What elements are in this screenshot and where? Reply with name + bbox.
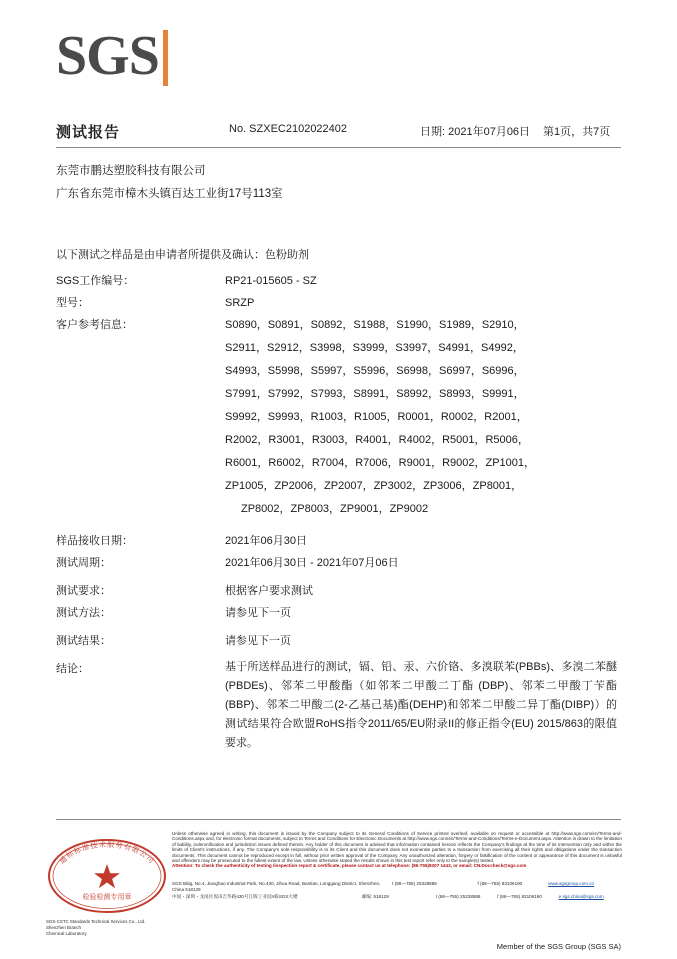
client-ref-line: S4993，S5998，S5997，S5996，S6998，S6997，S6996， — [225, 365, 525, 377]
footer-email-link[interactable]: e sgs.china@sgs.com — [558, 893, 604, 899]
footer-brand-line-1: SGS-CSTC Standards Technical Services Co., Ltd. — [46, 919, 146, 924]
field-model — [56, 292, 621, 314]
footer-brand-block — [46, 919, 176, 937]
footer-address-en: SGS Bldg, No.4, Jianghao Industrial Park, No.430, Jihua Road, Bantian, Longgang District, Shenzhen, China 518129 — [172, 881, 381, 893]
company-name: 东莞市鹏达塑胶科技有限公司 — [56, 165, 206, 177]
client-ref-line: S0890，S0891，S0892，S1988，S1990，S1989，S2910， — [225, 319, 525, 331]
title-divider — [56, 147, 621, 148]
report-fields — [56, 270, 621, 753]
field-label-test-method: 测试方法： — [56, 607, 111, 619]
field-value-test-request: 根据客户要求测试 — [225, 585, 313, 597]
client-ref-line: ZP8002，ZP8003，ZP9001，ZP9002 — [241, 503, 429, 515]
field-test-method — [56, 602, 621, 624]
field-value-job-no: RP21-015605 - SZ — [225, 275, 317, 287]
footer-brand-line-3: Chemical Laboratory — [46, 931, 87, 936]
client-ref-list — [225, 314, 621, 521]
field-value-model: SRZP — [225, 297, 255, 309]
footer-fax-cn: f (86—755) 83106190 — [497, 893, 542, 899]
field-test-request — [56, 580, 621, 602]
field-label-client-ref: 客户参考信息： — [56, 319, 133, 331]
field-value-test-result: 请参见下一页 — [225, 635, 291, 647]
footer-attention-text: Attention: To check the authenticity of testing /inspection report & certificate, please contact us at telephone: (86-755)8307 1443, or email: CN.Doccheck@sgs.com — [172, 863, 527, 869]
report-date: 日期: 2021年07月06日 — [420, 126, 531, 138]
client-ref-line: S2911，S2912，S3998，S3999，S3997，S4991，S4992， — [225, 342, 524, 354]
company-stamp-icon — [46, 837, 168, 915]
field-test-result — [56, 630, 621, 652]
field-label-test-result: 测试结果： — [56, 635, 111, 647]
footer-legal-text — [172, 831, 622, 869]
footer-brand-line-2: Shenzhen Branch — [46, 925, 81, 930]
footer-phone-cn: t (86—755) 25328888 — [435, 893, 481, 899]
field-value-conclusion: 基于所送样品进行的测试，镉、铅、汞、六价铬、多溴联苯(PBBs)、多溴二苯醚(PBDEs)、邻苯二甲酸酯（如邻苯二甲酸二丁酯 (DBP)、邻苯二甲酸丁苄酯(BBP)、邻苯二甲酸二(2-乙基己基)酯(DEHP)和邻苯二甲酸二异丁酯(DIBP)）的测试结果符合欧盟RoHS指令2011/65/EU附录II的修正指令(EU) 2015/863的限值要求。 — [225, 661, 617, 749]
client-ref-line: R6001，R6002，R7004，R7006，R9001，R9002，ZP1001， — [225, 457, 536, 469]
footer-address-block — [172, 881, 622, 900]
footer-phone-en: t (86—755) 25328888 — [392, 881, 437, 886]
footer-address-row — [172, 881, 622, 894]
field-label-sample-received: 样品接收日期： — [56, 535, 133, 547]
report-footer — [0, 819, 677, 959]
field-label-test-period: 测试周期： — [56, 557, 111, 569]
footer-address-cn: 中国・深圳・龙岗区坂田吉华路430号江晖工业园4栋SGS大楼 — [172, 893, 298, 899]
svg-text:通标标准技术服务有限公司: 通标标准技术服务有限公司 — [57, 839, 157, 866]
field-label-conclusion: 结论： — [56, 663, 89, 675]
company-address: 广东省东莞市樟木头镇百达工业街17号113室 — [56, 188, 283, 200]
report-title-row — [56, 119, 621, 145]
sgs-logo-text: SGS — [56, 25, 159, 87]
field-value-test-method: 请参见下一页 — [225, 607, 291, 619]
field-sample-received — [56, 530, 621, 552]
client-ref-line: R2002，R3001，R3003，R4001，R4002，R5001，R5006， — [225, 434, 529, 446]
field-conclusion — [56, 658, 621, 753]
field-job-no — [56, 270, 621, 292]
field-label-test-request: 测试要求： — [56, 585, 111, 597]
footer-divider — [56, 819, 621, 820]
report-header — [56, 25, 621, 100]
footer-website-link[interactable]: www.sgsgroup.com.cn — [548, 881, 595, 886]
footer-member-line: Member of the SGS Group (SGS SA) — [496, 942, 621, 951]
field-test-period — [56, 552, 621, 574]
page-title: 测试报告 — [56, 124, 121, 141]
sgs-logo — [56, 25, 159, 87]
footer-postcode-cn: 邮编: 518129 — [361, 893, 389, 899]
footer-legal-paragraph: Unless otherwise agreed in writing, this document is issued by the Company subject to its General Conditions of Service printed overleaf, available on request or accessible at http://www.sgs.com/en/Terms-and-Conditions.aspx and, for electronic format documents, subject to Terms and Conditions for Electronic Documents at http://www.sgs.com/en/Terms-and-Conditions/Terms-e-Document.aspx. Attention is drawn to the limitation of liability, indemnification and jurisdiction issues defined therein. Any holder of this document is advised that information contained hereon reflects the Company's findings at the time of its intervention only and within the limits of Client's instructions, if any. The Company's sole responsibility is to its Client and this document does not exonerate parties to a transaction from exercising all their rights and obligations under the transaction documents. This document cannot be reproduced except in full, without prior written approval of the Company. Any unauthorized alteration, forgery or falsification of the content or appearance of this document is unlawful and offenders may be prosecuted to the fullest extent of the law. Unless otherwise stated the results shown in this test report refer only to the sample(s) tested. — [172, 831, 622, 864]
sample-intro-text: 以下测试之样品是由申请者所提供及确认：色粉助剂 — [56, 249, 309, 261]
client-ref-line: ZP1005，ZP2006，ZP2007，ZP3002，ZP3006，ZP8001， — [225, 480, 523, 492]
report-number: No. SZXEC2102022402 — [229, 123, 348, 135]
field-value-test-period: 2021年06月30日 - 2021年07月06日 — [225, 557, 399, 569]
field-label-job-no: SGS工作编号： — [56, 275, 135, 287]
logo-accent-bar — [163, 30, 168, 86]
svg-text:检验检测专用章: 检验检测专用章 — [82, 894, 132, 901]
field-label-model: 型号： — [56, 297, 89, 309]
client-ref-line: S9992，S9993，R1003，R1005，R0001，R0002，R2001， — [225, 411, 528, 423]
field-client-ref — [56, 314, 621, 521]
footer-fax-en: f (86—755) 83106190 — [477, 881, 523, 886]
company-block — [56, 160, 621, 206]
footer-address-row — [172, 894, 622, 900]
report-page-count: 第1页，共7页 — [543, 126, 611, 138]
client-ref-line: S7991，S7992，S7993，S8991，S8992，S8993，S9991， — [225, 388, 525, 400]
field-value-sample-received: 2021年06月30日 — [225, 535, 307, 547]
